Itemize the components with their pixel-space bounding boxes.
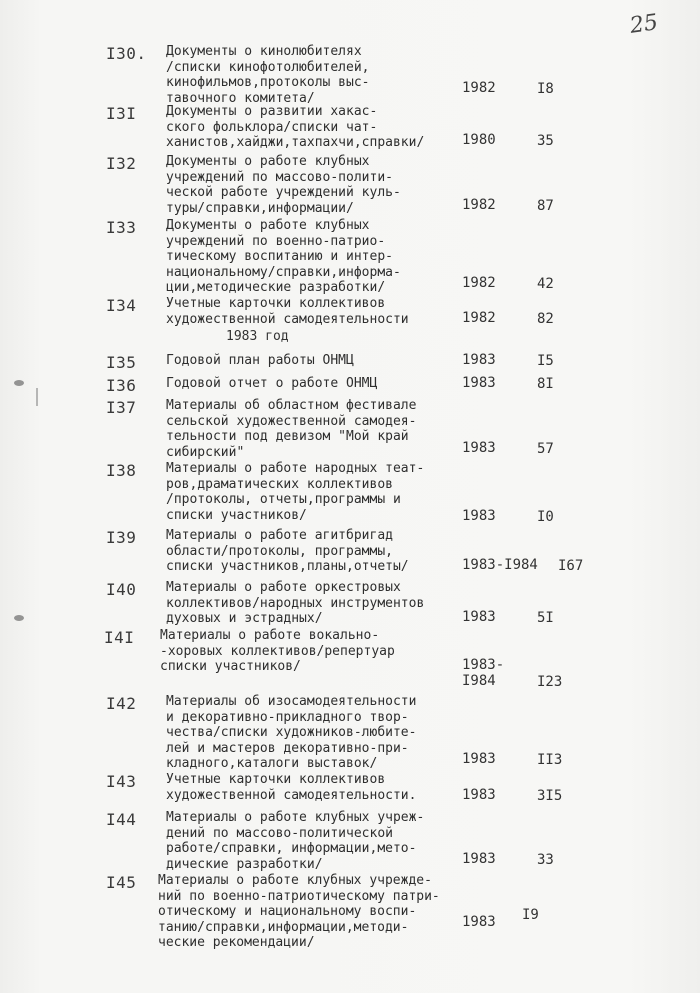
entry-description: Документы о работе клубных учреждений по массово-полити- ческой работе учреждений куль- туры/справки,информации/ [166,154,401,216]
entry-description: Материалы об областном фестивале сельской художественной самодея- тельности под девизом "Мой край сибирский" [166,398,417,460]
entry-sheet-count: 33 [537,852,554,868]
entry-number: I33 [106,218,137,237]
entry-number: I37 [106,398,137,417]
entry-year: 1983 [462,508,496,524]
entry-year: 1983 [462,609,496,625]
margin-mark [36,388,38,406]
entry-number: I34 [106,296,137,315]
entry-year: 1982 [462,310,496,326]
entry-description: Материалы о работе народных теат- ров,драматических коллективов /протоколы, отчеты,программы и списки участников/ [166,461,425,523]
entry-sheet-count: I23 [537,674,563,690]
section-heading: 1983 год [226,329,289,344]
entry-number: I35 [106,353,137,372]
entry-description: Годовой план работы ОНМЦ [166,353,354,368]
entry-year: 1983 [462,914,496,930]
entry-description: Материалы о работе агитбригад области/протоколы, программы, списки участников,планы,отчеты/ [166,528,409,574]
entry-year: 1982 [462,80,496,96]
entry-sheet-count: I0 [537,509,554,525]
entry-year: 1982 [462,275,496,291]
entry-number: I45 [106,873,137,892]
entry-year: 1983 [462,440,496,456]
entry-description: Материалы о работе клубных учреж- дений по массово-политической работе/справки, информации,мето- дические разработки/ [166,810,425,872]
entry-year: 1983 [462,375,496,391]
entry-description: Документы о развитии хакас- ского фольклора/списки чат- ханистов,хайджи,тахпахчи,справки/ [166,104,425,150]
entry-sheet-count: 87 [537,198,554,214]
entry-number: I43 [106,772,137,791]
entry-sheet-count: I8 [537,81,554,97]
entry-number: I39 [106,528,137,547]
entry-sheet-count: I5 [537,353,554,369]
entry-description: Документы о работе клубных учреждений по военно-патрио- тическому воспитанию и интер- национальному/справки,информа- ции,методические разработки/ [166,218,401,295]
entry-year: 1983- I984 [462,657,505,689]
entry-description: Материалы о работе клубных учрежде- ний по военно-патриотическому патри- отическому и национальному воспи- танию/справки,информации,методи- ческие рекомендации/ [158,873,440,950]
entry-description: Учетные карточки коллективов художественной самодеятельности. [166,772,417,803]
entry-year: 1980 [462,132,496,148]
entry-number: I4I [104,628,135,647]
page-number: 25 [628,10,660,39]
entry-description: Документы о кинолюбителях /списки кинофотолюбителей, кинофильмов,протоколы выс- тавочного комитета/ [166,44,370,106]
entry-description: Учетные карточки коллективов художественной самодеятельности [166,296,409,327]
entry-sheet-count: 35 [537,133,554,149]
entry-number: I44 [106,810,137,829]
entry-description: Материалы о работе вокально- -хоровых коллективов/репертуар списки участников/ [160,628,395,674]
entry-description: Годовой отчет о работе ОНМЦ [166,376,378,391]
entry-sheet-count: 82 [537,311,554,327]
entry-year: 1983 [462,851,496,867]
entry-sheet-count: I67 [558,558,584,574]
entry-description: Материалы о работе оркестровых коллективов/народных инструментов духовых и эстрадных/ [166,580,425,626]
entry-number: I40 [106,580,137,599]
entry-year: 1983 [462,787,496,803]
entry-sheet-count: 8I [537,376,554,392]
entry-year: 1983 [462,352,496,368]
entry-sheet-count: 3I5 [537,788,563,804]
entry-sheet-count: 57 [537,441,554,457]
entry-number: I36 [106,376,137,395]
entry-description: Материалы об изосамодеятельности и декоративно-прикладного твор- чества/списки художников-любите- лей и мастеров декоративно-при- кладного,каталоги выставок/ [166,694,417,771]
entry-number: I42 [106,694,137,713]
entry-sheet-count: 42 [537,276,554,292]
entry-year: 1983 [462,751,496,767]
entry-sheet-count: II3 [537,752,563,768]
entry-number: I30. [106,44,147,63]
punch-hole-mark [14,380,24,386]
entry-year: 1983-I984 [462,557,538,573]
entry-number: I38 [106,461,137,480]
entry-sheet-count: I9 [522,907,539,923]
entry-number: I32 [106,154,137,173]
entry-number: I3I [106,104,137,123]
punch-hole-mark [14,615,24,621]
entry-year: 1982 [462,197,496,213]
entry-sheet-count: 5I [537,610,554,626]
